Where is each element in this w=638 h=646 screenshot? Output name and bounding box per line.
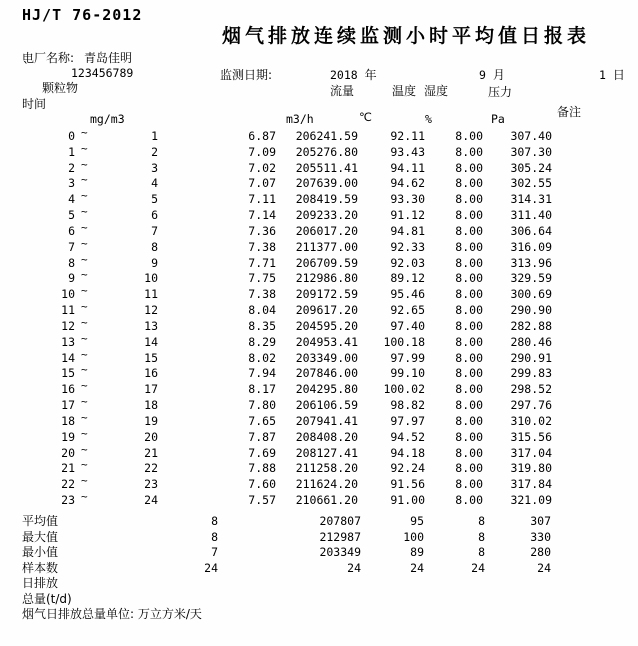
pm-value: 7.14 xyxy=(248,208,276,223)
flow-value: 206241.59 xyxy=(295,129,358,143)
humidity-value: 8.00 xyxy=(455,429,483,444)
summary-row xyxy=(0,545,638,561)
summary-row xyxy=(0,530,638,546)
flow-value: 209233.20 xyxy=(295,208,358,223)
summary-row-label: 最大值 xyxy=(22,529,59,544)
humidity-value: 8.00 xyxy=(455,318,483,333)
hour-row xyxy=(0,379,638,398)
pm-value: 7.65 xyxy=(248,413,276,428)
hour-row xyxy=(0,410,638,430)
flow-value: 211377.00 xyxy=(295,239,358,254)
flow-value: 208408.20 xyxy=(295,429,358,444)
hour-from: 12 xyxy=(61,318,75,333)
temperature-value: 93.30 xyxy=(390,192,425,207)
pressure-value: 306.64 xyxy=(510,223,552,238)
summary-pm-value: 8 xyxy=(211,529,218,544)
temperature-value: 92.33 xyxy=(390,239,425,254)
hour-from: 11 xyxy=(61,303,75,318)
range-tilde: ~ xyxy=(81,458,88,472)
hour-to: 18 xyxy=(144,398,158,413)
hour-to: 5 xyxy=(151,192,158,207)
pressure-value: 297.76 xyxy=(510,398,552,413)
pm-value: 7.75 xyxy=(248,271,276,286)
humidity-value: 8.00 xyxy=(455,350,483,365)
summary-row-label: 总量(t/d) xyxy=(22,591,72,606)
report-title: 烟气排放连续监测小时平均值日报表 xyxy=(222,25,591,47)
flow-value: 203349.00 xyxy=(295,350,358,365)
summary-humidity-value: 8 xyxy=(478,529,485,544)
range-tilde: ~ xyxy=(81,141,88,155)
pm-value: 7.02 xyxy=(248,160,276,175)
hour-from: 10 xyxy=(61,287,75,302)
temperature-value: 92.03 xyxy=(390,255,425,270)
day-value: 1 xyxy=(599,68,606,82)
footnote: 烟气日排放总量单位: 万立方米/天 xyxy=(22,607,202,621)
pressure-value: 307.40 xyxy=(510,129,552,143)
hour-row xyxy=(0,268,638,287)
hour-row xyxy=(0,205,638,224)
hour-from: 0 xyxy=(68,129,75,143)
column-header-time: 时间 xyxy=(22,97,47,111)
range-tilde: ~ xyxy=(81,157,88,171)
summary-humidity-value: 8 xyxy=(478,545,485,559)
hour-row xyxy=(0,220,638,240)
temperature-value: 94.52 xyxy=(390,429,425,444)
range-tilde: ~ xyxy=(81,426,88,440)
hour-from: 4 xyxy=(68,192,75,207)
pressure-value: 316.09 xyxy=(510,239,552,254)
summary-pressure-value: 307 xyxy=(530,514,551,528)
hour-to: 19 xyxy=(144,413,158,428)
temperature-value: 92.65 xyxy=(390,303,425,318)
date-month xyxy=(479,66,505,83)
humidity-value: 8.00 xyxy=(455,239,483,254)
column-header-remark: 备注 xyxy=(557,105,582,119)
hour-from: 17 xyxy=(61,398,75,413)
plant-code-value: 123456789 xyxy=(71,66,134,80)
date-day xyxy=(599,66,625,83)
temperature-value: 95.46 xyxy=(390,287,425,302)
hour-to: 22 xyxy=(144,461,158,476)
temperature-value: 92.24 xyxy=(390,461,425,476)
humidity-value: 8.00 xyxy=(455,461,483,476)
hour-row xyxy=(0,458,638,477)
pm-value: 7.38 xyxy=(248,239,276,254)
hour-to: 20 xyxy=(144,429,158,444)
range-tilde: ~ xyxy=(81,395,88,409)
summary-pm-value: 7 xyxy=(211,545,218,559)
temperature-value: 94.81 xyxy=(390,223,425,238)
humidity-value: 8.00 xyxy=(455,366,483,381)
hour-from: 23 xyxy=(61,493,75,508)
column-header-humidity: 湿度 xyxy=(424,84,449,98)
summary-humidity-value: 8 xyxy=(478,514,485,528)
hour-row xyxy=(0,173,638,192)
flow-value: 206017.20 xyxy=(295,223,358,238)
hour-from: 22 xyxy=(61,477,75,492)
pm-value: 7.87 xyxy=(248,429,276,444)
column-header-temperature: 温度 xyxy=(392,84,417,98)
temperature-value: 91.56 xyxy=(390,477,425,492)
pressure-value: 300.69 xyxy=(510,287,552,302)
pm-value: 7.71 xyxy=(248,255,276,270)
summary-row xyxy=(0,576,638,592)
pm-value: 7.11 xyxy=(248,192,276,207)
hour-to: 13 xyxy=(144,318,158,333)
humidity-value: 8.00 xyxy=(455,445,483,460)
flow-value: 206709.59 xyxy=(295,255,358,270)
range-tilde: ~ xyxy=(81,220,88,234)
summary-temperature-value: 100 xyxy=(403,529,424,544)
hour-from: 2 xyxy=(68,160,75,175)
pm-value: 7.09 xyxy=(248,144,276,159)
hour-to: 6 xyxy=(151,208,158,223)
hour-from: 19 xyxy=(61,429,75,444)
flow-value: 205276.80 xyxy=(295,144,358,159)
pm-value: 6.87 xyxy=(248,129,276,143)
pressure-value: 298.52 xyxy=(510,382,552,397)
hour-row xyxy=(0,284,638,303)
hour-row xyxy=(0,252,638,272)
humidity-value: 8.00 xyxy=(455,160,483,175)
pm-value: 8.02 xyxy=(248,350,276,365)
temperature-value: 89.12 xyxy=(390,271,425,286)
temperature-value: 97.97 xyxy=(390,413,425,428)
humidity-value: 8.00 xyxy=(455,223,483,238)
hour-row xyxy=(0,331,638,351)
flow-value: 204953.41 xyxy=(295,334,358,349)
pm-value: 8.29 xyxy=(248,334,276,349)
hour-to: 17 xyxy=(144,382,158,397)
hour-to: 15 xyxy=(144,350,158,365)
pm-value: 8.04 xyxy=(248,303,276,318)
pm-value: 7.94 xyxy=(248,366,276,381)
flow-value: 205511.41 xyxy=(295,160,358,175)
summary-flow-value: 24 xyxy=(347,560,361,575)
pressure-value: 310.02 xyxy=(510,413,552,428)
humidity-value: 8.00 xyxy=(455,493,483,508)
hour-row xyxy=(0,315,638,335)
date-year xyxy=(330,66,377,83)
flow-value: 211624.20 xyxy=(295,477,358,492)
temperature-value: 94.11 xyxy=(390,160,425,175)
hour-to: 23 xyxy=(144,477,158,492)
summary-row-label: 平均值 xyxy=(22,514,59,528)
day-unit: 日 xyxy=(612,68,625,82)
pm-value: 7.88 xyxy=(248,461,276,476)
pressure-value: 317.04 xyxy=(510,445,552,460)
flow-value: 208127.41 xyxy=(295,445,358,460)
humidity-value: 8.00 xyxy=(455,303,483,318)
hour-to: 7 xyxy=(151,223,158,238)
pm-value: 7.36 xyxy=(248,223,276,238)
summary-row-label: 最小值 xyxy=(22,545,59,559)
humidity-value: 8.00 xyxy=(455,208,483,223)
temperature-value: 97.40 xyxy=(390,318,425,333)
hour-to: 2 xyxy=(151,144,158,159)
flow-value: 206106.59 xyxy=(295,398,358,413)
year-unit: 年 xyxy=(364,68,377,82)
summary-row xyxy=(0,514,638,530)
hour-from: 1 xyxy=(68,144,75,159)
flow-value: 210661.20 xyxy=(295,493,358,508)
flow-value: 204595.20 xyxy=(295,318,358,333)
tick-mark: ` xyxy=(22,61,30,76)
range-tilde: ~ xyxy=(81,189,88,203)
pressure-value: 307.30 xyxy=(510,144,552,159)
pressure-value: 311.40 xyxy=(510,208,552,223)
humidity-value: 8.00 xyxy=(455,176,483,191)
pressure-value: 282.88 xyxy=(510,318,552,333)
humidity-value: 8.00 xyxy=(455,144,483,159)
range-tilde: ~ xyxy=(81,315,88,329)
summary-pm-value: 24 xyxy=(204,560,218,575)
unit-pm: mg/m3 xyxy=(90,112,125,126)
flow-value: 209172.59 xyxy=(295,287,358,302)
hour-to: 10 xyxy=(144,271,158,286)
humidity-value: 8.00 xyxy=(455,129,483,143)
temperature-value: 91.12 xyxy=(390,208,425,223)
year-value: 2018 xyxy=(330,68,358,82)
hour-row xyxy=(0,347,638,367)
temperature-value: 100.02 xyxy=(383,382,425,397)
range-tilde: ~ xyxy=(81,284,88,298)
hour-to: 8 xyxy=(151,239,158,254)
hour-row xyxy=(0,395,638,414)
range-tilde: ~ xyxy=(81,236,88,250)
pressure-value: 329.59 xyxy=(510,271,552,286)
temperature-value: 91.00 xyxy=(390,493,425,508)
monitor-date-label: 监测日期: xyxy=(220,68,273,82)
pressure-value: 302.55 xyxy=(510,176,552,191)
humidity-value: 8.00 xyxy=(455,192,483,207)
pm-value: 7.80 xyxy=(248,398,276,413)
hour-to: 21 xyxy=(144,445,158,460)
hour-to: 12 xyxy=(144,303,158,318)
flow-value: 207639.00 xyxy=(295,176,358,191)
hour-from: 15 xyxy=(61,366,75,381)
humidity-value: 8.00 xyxy=(455,398,483,413)
hour-to: 1 xyxy=(151,129,158,143)
hour-from: 5 xyxy=(68,208,75,223)
summary-humidity-value: 24 xyxy=(471,560,485,575)
hour-row xyxy=(0,300,638,319)
pressure-value: 319.80 xyxy=(510,461,552,476)
summary-pressure-value: 280 xyxy=(530,545,551,559)
temperature-value: 100.18 xyxy=(383,334,425,349)
range-tilde: ~ xyxy=(81,442,88,456)
flow-value: 211258.20 xyxy=(295,461,358,476)
pressure-value: 280.46 xyxy=(510,334,552,349)
summary-pm-value: 8 xyxy=(211,514,218,528)
standard-number: HJ/T 76-2012 xyxy=(22,6,143,24)
hour-to: 24 xyxy=(144,493,158,508)
pressure-value: 299.83 xyxy=(510,366,552,381)
pressure-value: 315.56 xyxy=(510,429,552,444)
hour-row xyxy=(0,236,638,256)
temperature-value: 97.99 xyxy=(390,350,425,365)
hour-from: 3 xyxy=(68,176,75,191)
range-tilde: ~ xyxy=(81,410,88,424)
flow-value: 204295.80 xyxy=(295,382,358,397)
range-tilde: ~ xyxy=(81,205,88,219)
humidity-value: 8.00 xyxy=(455,287,483,302)
hour-row xyxy=(0,490,638,509)
flow-value: 208419.59 xyxy=(295,192,358,207)
summary-temperature-value: 89 xyxy=(410,545,424,559)
temperature-value: 92.11 xyxy=(390,129,425,143)
column-header-flow: 流量 xyxy=(330,84,355,98)
humidity-value: 8.00 xyxy=(455,413,483,428)
humidity-value: 8.00 xyxy=(455,477,483,492)
pm-value: 8.35 xyxy=(248,318,276,333)
summary-pressure-value: 330 xyxy=(530,529,551,544)
range-tilde: ~ xyxy=(81,363,88,377)
range-tilde: ~ xyxy=(81,268,88,282)
hour-row xyxy=(0,426,638,446)
hour-to: 4 xyxy=(151,176,158,191)
hour-from: 7 xyxy=(68,239,75,254)
summary-flow-value: 203349 xyxy=(319,545,361,559)
temperature-value: 94.18 xyxy=(390,445,425,460)
hour-row xyxy=(0,189,638,208)
range-tilde: ~ xyxy=(81,126,88,139)
pm-value: 8.17 xyxy=(248,382,276,397)
temperature-value: 94.62 xyxy=(390,176,425,191)
humidity-value: 8.00 xyxy=(455,271,483,286)
summary-temperature-value: 24 xyxy=(410,560,424,575)
hourly-data-table xyxy=(0,126,638,509)
range-tilde: ~ xyxy=(81,490,88,504)
temperature-value: 93.43 xyxy=(390,144,425,159)
range-tilde: ~ xyxy=(81,173,88,187)
range-tilde: ~ xyxy=(81,300,88,314)
plant-name-label: 电厂名称: xyxy=(22,51,75,65)
range-tilde: ~ xyxy=(81,347,88,361)
humidity-value: 8.00 xyxy=(455,382,483,397)
hour-from: 6 xyxy=(68,223,75,238)
range-tilde: ~ xyxy=(81,379,88,393)
hour-from: 16 xyxy=(61,382,75,397)
pressure-value: 317.84 xyxy=(510,477,552,492)
flow-value: 212986.80 xyxy=(295,271,358,286)
hour-from: 9 xyxy=(68,271,75,286)
hour-from: 13 xyxy=(61,334,75,349)
humidity-value: 8.00 xyxy=(455,334,483,349)
hour-to: 16 xyxy=(144,366,158,381)
column-header-pm: 颗粒物 xyxy=(42,81,79,95)
range-tilde: ~ xyxy=(81,474,88,488)
hour-from: 8 xyxy=(68,255,75,270)
summary-pressure-value: 24 xyxy=(537,560,551,575)
column-header-pressure: 压力 xyxy=(488,85,513,99)
flow-value: 209617.20 xyxy=(295,303,358,318)
pm-value: 7.60 xyxy=(248,477,276,492)
summary-flow-value: 212987 xyxy=(319,529,361,544)
summary-row-label: 日排放 xyxy=(22,576,59,590)
hour-from: 14 xyxy=(61,350,75,365)
hour-row xyxy=(0,474,638,493)
flow-value: 207941.41 xyxy=(295,413,358,428)
temperature-value: 99.10 xyxy=(390,366,425,381)
pressure-value: 313.96 xyxy=(510,255,552,270)
hour-to: 9 xyxy=(151,255,158,270)
summary-table xyxy=(0,514,638,607)
temperature-value: 98.82 xyxy=(390,398,425,413)
pressure-value: 290.90 xyxy=(510,303,552,318)
plant-name-value: 青岛佳明 xyxy=(84,51,133,65)
pm-value: 7.07 xyxy=(248,176,276,191)
hour-to: 14 xyxy=(144,334,158,349)
hour-row xyxy=(0,126,638,145)
range-tilde: ~ xyxy=(81,331,88,345)
pressure-value: 314.31 xyxy=(510,192,552,207)
unit-flow: m3/h xyxy=(286,112,314,126)
pm-value: 7.69 xyxy=(248,445,276,460)
unit-pressure: Pa xyxy=(491,112,505,126)
hour-row xyxy=(0,157,638,177)
summary-row xyxy=(0,561,638,577)
hour-from: 20 xyxy=(61,445,75,460)
hour-row xyxy=(0,363,638,382)
hour-row xyxy=(0,141,638,161)
hour-to: 11 xyxy=(144,287,158,302)
month-value: 9 xyxy=(479,68,486,82)
pressure-value: 290.91 xyxy=(510,350,552,365)
flow-value: 207846.00 xyxy=(295,366,358,381)
hour-row xyxy=(0,442,638,462)
pm-value: 7.38 xyxy=(248,287,276,302)
summary-temperature-value: 95 xyxy=(410,514,424,528)
hour-from: 18 xyxy=(61,413,75,428)
pressure-value: 305.24 xyxy=(510,160,552,175)
hour-from: 21 xyxy=(61,461,75,476)
hour-to: 3 xyxy=(151,160,158,175)
summary-flow-value: 207807 xyxy=(319,514,361,528)
humidity-value: 8.00 xyxy=(455,255,483,270)
month-unit: 月 xyxy=(492,68,505,82)
pressure-value: 321.09 xyxy=(510,493,552,508)
unit-humidity: % xyxy=(425,112,432,126)
summary-row-label: 样本数 xyxy=(22,560,59,575)
pm-value: 7.57 xyxy=(248,493,276,508)
range-tilde: ~ xyxy=(81,252,88,266)
unit-temperature: ℃ xyxy=(359,110,372,124)
